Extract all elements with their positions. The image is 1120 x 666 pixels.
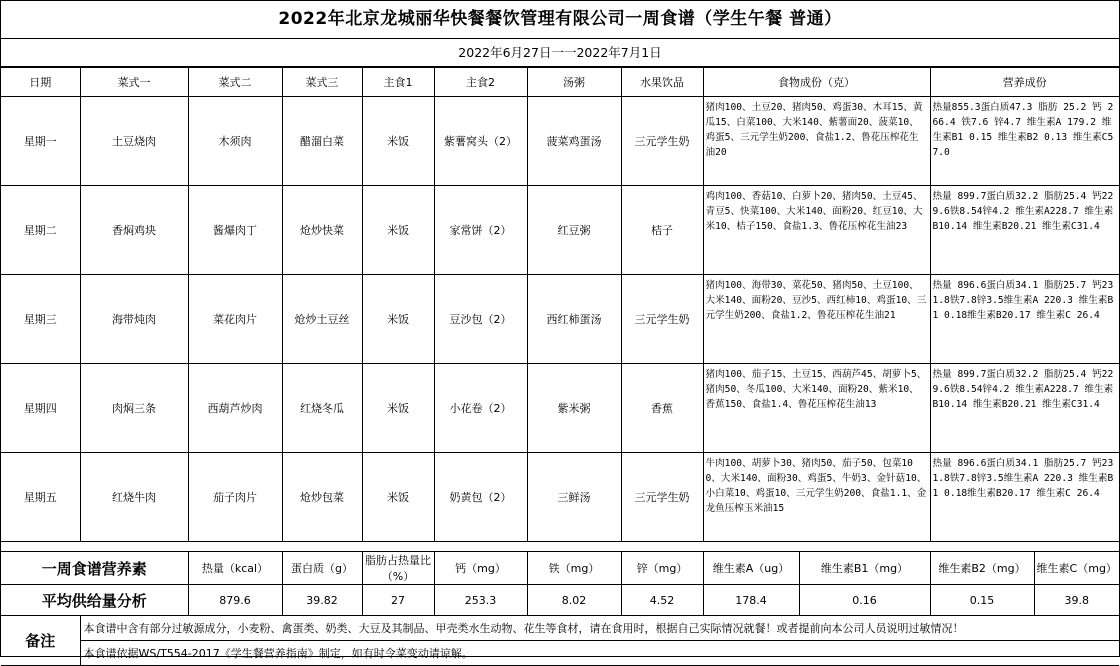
average-label: 平均供给量分析	[1, 585, 188, 616]
staple1-cell: 米饭	[362, 275, 434, 364]
soup-cell: 紫米粥	[527, 364, 621, 453]
dish2-cell: 菜花肉片	[188, 275, 282, 364]
nutrition-cell: 热量855.3蛋白质47.3 脂肪 25.2 钙 266.4 铁7.6 锌4.7 维生素A 179.2 维生素B1 0.15 维生素B2 0.13 维生素C57.0	[930, 97, 1119, 186]
staple1-cell: 米饭	[362, 97, 434, 186]
header-dish3: 菜式三	[282, 68, 362, 97]
dish2-cell: 茄子肉片	[188, 453, 282, 542]
nutrient-header: 维生素B1（mg）	[799, 552, 930, 585]
notes-row	[1, 641, 1119, 666]
header-soup: 汤粥	[527, 68, 621, 97]
header-fruit: 水果饮品	[621, 68, 703, 97]
summary-label: 一周食谱营养素	[1, 552, 188, 585]
standard-note: 本食谱依据WS/T554-2017《学生餐营养指南》制定，如有时令菜变动请谅解。	[80, 641, 1119, 666]
average-value: 4.52	[621, 585, 703, 616]
dish3-cell: 醋溜白菜	[282, 97, 362, 186]
staple1-cell: 米饭	[362, 453, 434, 542]
dish2-cell: 酱爆肉丁	[188, 186, 282, 275]
dish3-cell: 炝炒土豆丝	[282, 275, 362, 364]
staple2-cell: 豆沙包（2）	[434, 275, 527, 364]
menu-table	[1, 68, 1119, 666]
nutrient-header-row	[1, 552, 1119, 585]
header-ingredients: 食物成份（克）	[703, 68, 930, 97]
fruit-cell: 桔子	[621, 186, 703, 275]
average-value: 879.6	[188, 585, 282, 616]
table-row	[1, 364, 1119, 453]
average-value: 253.3	[434, 585, 527, 616]
ingredients-cell: 牛肉100、胡萝卜30、猪肉50、茄子50、包菜100、大米140、面粉30、鸡蛋5、牛奶3、金针菇10、小白菜10、鸡蛋10、三元学生奶200、食盐1.1、金龙鱼压榨玉米油15	[703, 453, 930, 542]
ingredients-cell: 猪肉100、茄子15、土豆15、西葫芦45、胡萝卜5、猪肉50、冬瓜100、大米140、面粉20、紫米10、香蕉150、食盐1.4、鲁花压榨花生油13	[703, 364, 930, 453]
nutrition-cell: 热量 896.6蛋白质34.1 脂肪25.7 钙231.8铁7.8锌3.5维生素A 220.3 维生素B1 0.18维生素B20.17 维生素C 26.4	[930, 453, 1119, 542]
nutrition-cell: 热量 896.6蛋白质34.1 脂肪25.7 钙231.8铁7.8锌3.5维生素A 220.3 维生素B1 0.18维生素B20.17 维生素C 26.4	[930, 275, 1119, 364]
nutrient-header: 脂肪占热量比（%）	[362, 552, 434, 585]
notes-row	[1, 616, 1119, 641]
staple2-cell: 小花卷（2）	[434, 364, 527, 453]
fruit-cell: 三元学生奶	[621, 97, 703, 186]
ingredients-cell: 鸡肉100、香菇10、白萝卜20、猪肉50、土豆45、青豆5、快菜100、大米140、面粉20、红豆10、大米10、桔子150、食盐1.3、鲁花压榨花生油23	[703, 186, 930, 275]
average-value: 27	[362, 585, 434, 616]
staple2-cell: 家常饼（2）	[434, 186, 527, 275]
spacer-cell	[1, 542, 1119, 552]
nutrient-header: 蛋白质（g）	[282, 552, 362, 585]
table-row	[1, 97, 1119, 186]
average-value: 8.02	[527, 585, 621, 616]
dish1-cell: 红烧牛肉	[80, 453, 188, 542]
nutrient-header: 锌（mg）	[621, 552, 703, 585]
nutrient-header: 热量（kcal）	[188, 552, 282, 585]
header-dish2: 菜式二	[188, 68, 282, 97]
nutrition-cell: 热量 899.7蛋白质32.2 脂肪25.4 钙229.6铁8.54锌4.2 维生素A228.7 维生素B10.14 维生素B20.21 维生素C31.4	[930, 364, 1119, 453]
staple2-cell: 紫薯窝头（2）	[434, 97, 527, 186]
dish1-cell: 海带炖肉	[80, 275, 188, 364]
header-staple2: 主食2	[434, 68, 527, 97]
date-range: 2022年6月27日一一2022年7月1日	[1, 39, 1119, 68]
dish1-cell: 肉焖三条	[80, 364, 188, 453]
ingredients-cell: 猪肉100、土豆20、猪肉50、鸡蛋30、木耳15、黄瓜15、白菜100、大米140、紫薯面20、菠菜10、鸡蛋5、三元学生奶200、食盐1.2、鲁花压榨花生油20	[703, 97, 930, 186]
allergen-note: 本食谱中含有部分过敏源成分，小麦粉、禽蛋类、奶类、大豆及其制品、甲壳类水生动物、花生等食材，请在食用时，根据自己实际情况就餐！或者提前向本公司人员说明过敏情况！	[80, 616, 1119, 641]
page-title: 2022年北京龙城丽华快餐餐饮管理有限公司一周食谱（学生午餐 普通）	[1, 1, 1119, 39]
average-value: 0.16	[799, 585, 930, 616]
dish3-cell: 红烧冬瓜	[282, 364, 362, 453]
day-label: 星期一	[1, 97, 80, 186]
nutrition-cell: 热量 899.7蛋白质32.2 脂肪25.4 钙229.6铁8.54锌4.2 维生素A228.7 维生素B10.14 维生素B20.21 维生素C31.4	[930, 186, 1119, 275]
soup-cell: 菠菜鸡蛋汤	[527, 97, 621, 186]
table-row	[1, 186, 1119, 275]
day-label: 星期四	[1, 364, 80, 453]
nutrient-header: 钙（mg）	[434, 552, 527, 585]
day-label: 星期二	[1, 186, 80, 275]
fruit-cell: 香蕉	[621, 364, 703, 453]
table-row	[1, 453, 1119, 542]
average-value: 0.15	[930, 585, 1034, 616]
day-label: 星期三	[1, 275, 80, 364]
header-dish1: 菜式一	[80, 68, 188, 97]
dish2-cell: 西葫芦炒肉	[188, 364, 282, 453]
fruit-cell: 三元学生奶	[621, 453, 703, 542]
dish3-cell: 炝炒包菜	[282, 453, 362, 542]
soup-cell: 西红柿蛋汤	[527, 275, 621, 364]
staple1-cell: 米饭	[362, 364, 434, 453]
nutrient-header: 铁（mg）	[527, 552, 621, 585]
staple1-cell: 米饭	[362, 186, 434, 275]
spacer-row	[1, 542, 1119, 552]
header-staple1: 主食1	[362, 68, 434, 97]
fruit-cell: 三元学生奶	[621, 275, 703, 364]
dish3-cell: 炝炒快菜	[282, 186, 362, 275]
average-value: 39.8	[1034, 585, 1119, 616]
day-label: 星期五	[1, 453, 80, 542]
table-row	[1, 275, 1119, 364]
average-row	[1, 585, 1119, 616]
average-value: 178.4	[703, 585, 799, 616]
dish1-cell: 香焖鸡块	[80, 186, 188, 275]
header-nutrition: 营养成份	[930, 68, 1119, 97]
ingredients-cell: 猪肉100、海带30、菜花50、猪肉50、土豆100、大米140、面粉20、豆沙5、西红柿10、鸡蛋10、三元学生奶200、食盐1.2、鲁花压榨花生油21	[703, 275, 930, 364]
soup-cell: 红豆粥	[527, 186, 621, 275]
soup-cell: 三鲜汤	[527, 453, 621, 542]
notes-label: 备注	[1, 616, 80, 666]
header-date: 日期	[1, 68, 80, 97]
nutrient-header: 维生素C（mg）	[1034, 552, 1119, 585]
staple2-cell: 奶黄包（2）	[434, 453, 527, 542]
nutrient-header: 维生素A（ug）	[703, 552, 799, 585]
average-value: 39.82	[282, 585, 362, 616]
header-row	[1, 68, 1119, 97]
nutrient-header: 维生素B2（mg）	[930, 552, 1034, 585]
dish2-cell: 木须肉	[188, 97, 282, 186]
dish1-cell: 土豆烧肉	[80, 97, 188, 186]
